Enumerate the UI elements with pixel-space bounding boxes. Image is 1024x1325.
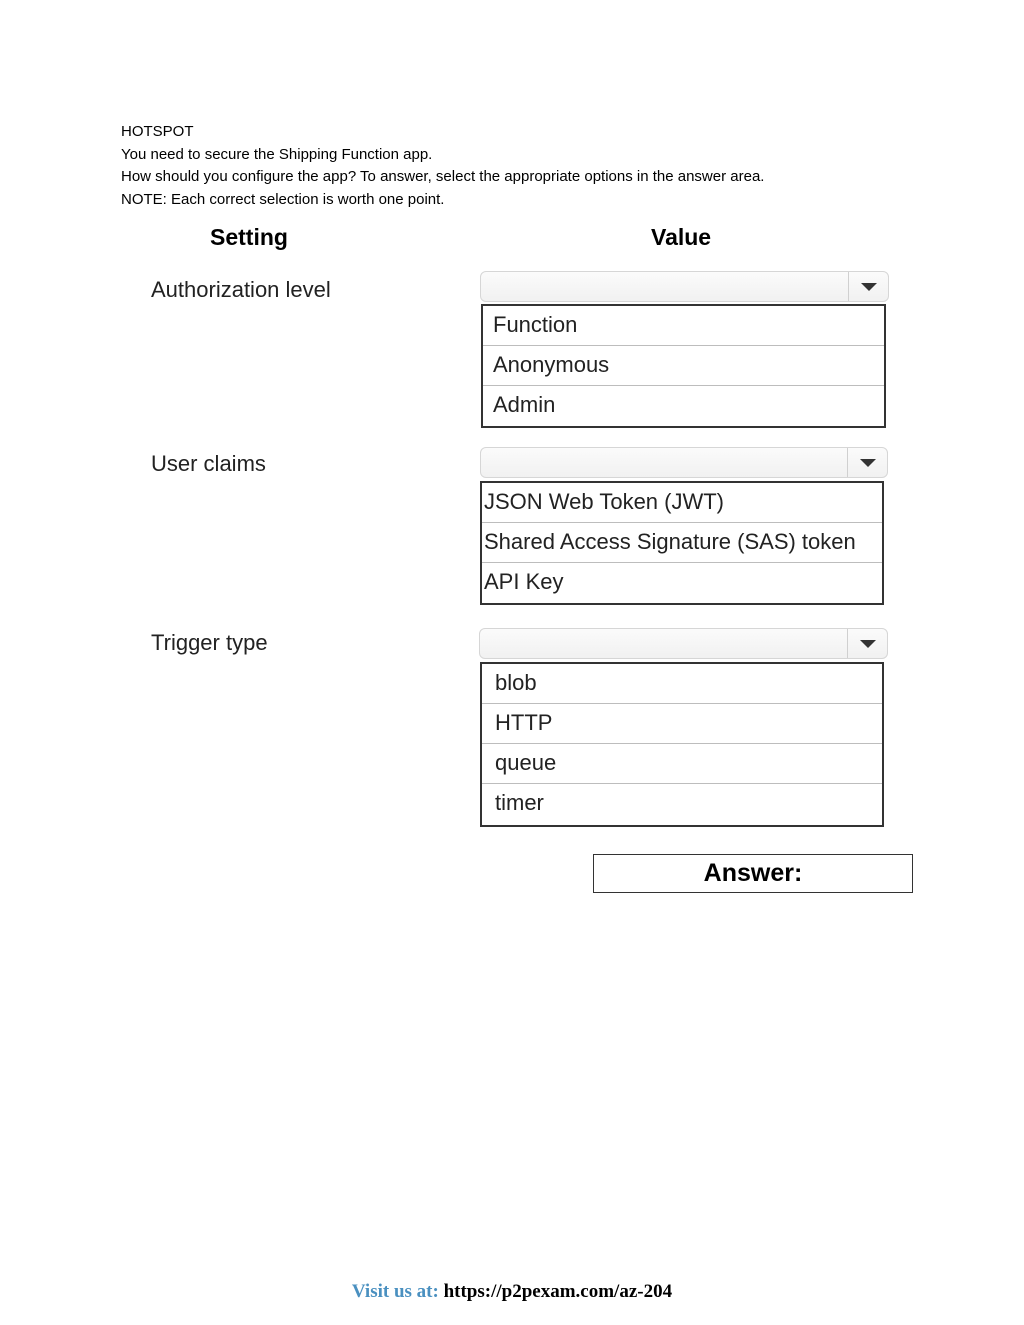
- footer-url-link[interactable]: https://p2pexam.com/az-204: [443, 1281, 673, 1302]
- question-tag: HOTSPOT: [121, 123, 194, 140]
- question-intro: [121, 121, 764, 211]
- option-timer[interactable]: timer: [495, 790, 544, 815]
- chevron-down-icon: [861, 283, 877, 291]
- setting-label-authorization-level: Authorization level: [151, 277, 331, 302]
- footer: [0, 1281, 1024, 1303]
- user-claims-dropdown[interactable]: [480, 447, 888, 478]
- dropdown-arrow[interactable]: [848, 272, 888, 301]
- dropdown-arrow[interactable]: [847, 448, 887, 477]
- question-note: NOTE: Each correct selection is worth one point.: [121, 190, 445, 208]
- option-blob[interactable]: blob: [482, 664, 882, 704]
- value-column-header: Value: [651, 224, 712, 250]
- answer-box: Answer:: [593, 854, 913, 893]
- setting-column-header: Setting: [210, 224, 288, 250]
- option-function[interactable]: Function: [483, 306, 884, 346]
- option-http[interactable]: HTTP: [482, 704, 882, 744]
- footer-visit-label: Visit us at:: [351, 1281, 439, 1302]
- trigger-type-dropdown[interactable]: [479, 628, 888, 659]
- user-claims-options: [480, 481, 884, 605]
- option-jwt[interactable]: JSON Web Token (JWT): [482, 483, 882, 523]
- option-admin[interactable]: Admin: [493, 392, 556, 417]
- authorization-level-options: [481, 304, 886, 428]
- setting-label-user-claims: User claims: [151, 451, 266, 476]
- option-queue[interactable]: queue: [482, 744, 882, 784]
- authorization-level-dropdown[interactable]: [480, 271, 889, 302]
- dropdown-arrow[interactable]: [847, 629, 887, 658]
- option-anonymous[interactable]: Anonymous: [483, 346, 884, 386]
- trigger-type-options: [480, 662, 884, 827]
- chevron-down-icon: [860, 640, 876, 648]
- option-sas-token[interactable]: Shared Access Signature (SAS) token: [482, 523, 882, 563]
- chevron-down-icon: [860, 459, 876, 467]
- setting-label-trigger-type: Trigger type: [151, 630, 268, 655]
- question-line-2: How should you configure the app? To answer, select the appropriate options in the answer area.: [121, 168, 765, 185]
- question-line-1: You need to secure the Shipping Function app.: [121, 145, 433, 163]
- option-api-key[interactable]: API Key: [484, 569, 564, 594]
